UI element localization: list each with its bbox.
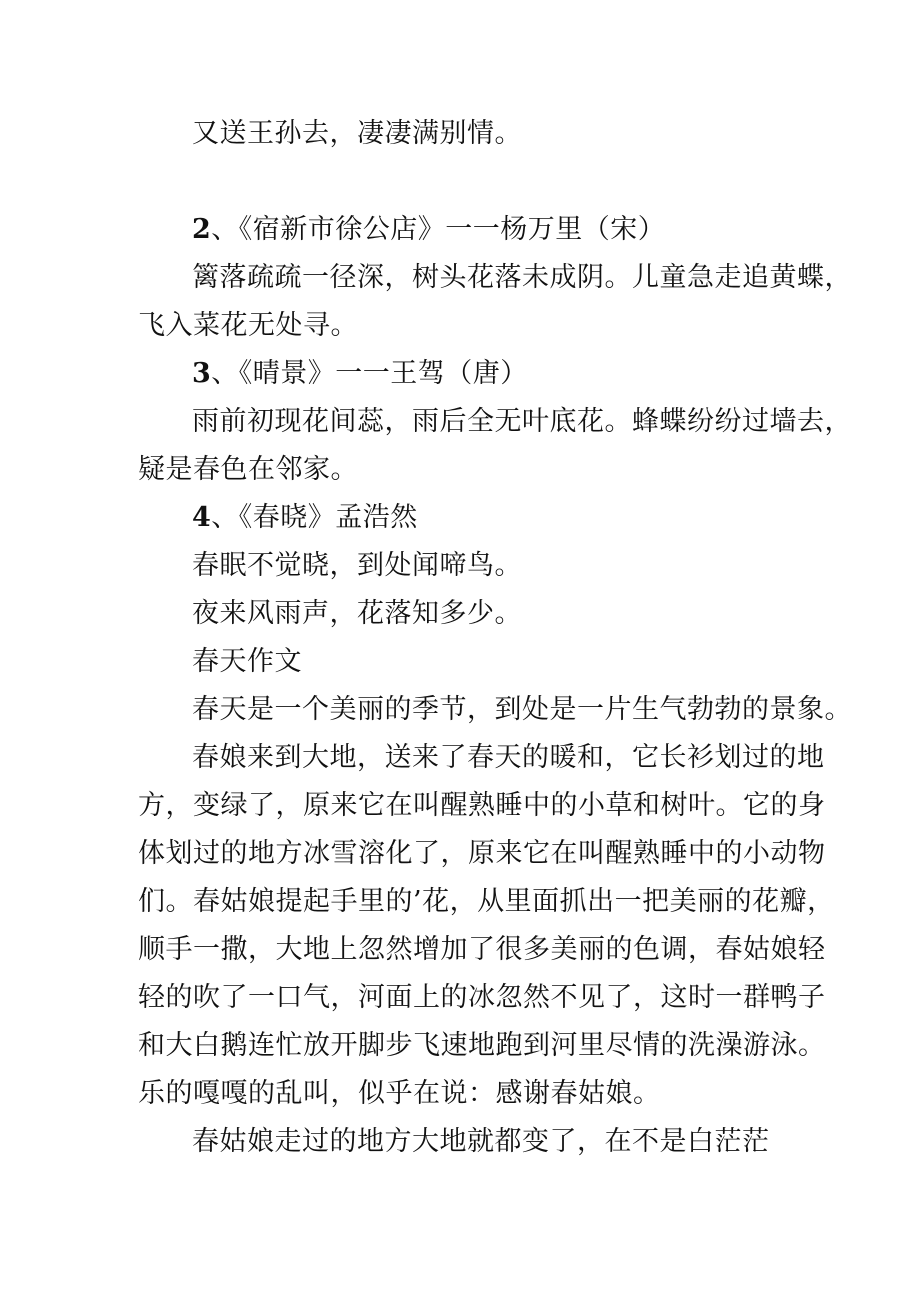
essay-p2-line-3: 体划过的地方冰雪溶化了，原来它在叫醒熟睡中的小动物	[138, 838, 826, 869]
poem2-line-1: 篱落疏疏一径深，树头花落未成阴。儿童急走追黄蝶，	[192, 262, 852, 293]
poem4-line-1: 春眠不觉晓，到处闻啼鸟。	[192, 550, 522, 581]
poem2-number: 2	[192, 214, 212, 245]
poem2-line-2: 飞入菜花无处寻。	[138, 310, 358, 341]
poem3-line-2: 疑是春色在邻家。	[138, 454, 358, 485]
poem2-title: 、《宿新市徐公店》一一杨万里（宋）	[211, 214, 666, 245]
poem1-closing-line: 又送王孙去，凄凄满别情。	[192, 118, 522, 149]
essay-p2-line-8: 乐的嘎嘎的乱叫，似乎在说：感谢春姑娘。	[138, 1078, 661, 1109]
essay-p2-line-7: 和大白鹅连忙放开脚步飞速地跑到河里尽情的洗澡游泳。	[138, 1030, 826, 1061]
essay-p2-line-6: 轻的吹了一口气，河面上的冰忽然不见了，这时一群鸭子	[138, 982, 826, 1013]
essay-paragraph-1: 春天是一个美丽的季节，到处是一片生气勃勃的景象。	[192, 694, 852, 725]
poem3-title: 、《晴景》一一王驾（唐）	[211, 358, 528, 389]
essay-heading: 春天作文	[192, 646, 302, 677]
essay-p2-line-5: 顺手一撒，大地上忽然增加了很多美丽的色调，春姑娘轻	[138, 934, 826, 965]
poem4-line-2: 夜来风雨声，花落知多少。	[192, 598, 522, 629]
poem4-heading	[138, 494, 798, 542]
poem3-heading	[138, 350, 798, 398]
blank-line	[138, 158, 798, 206]
essay-p3-line-1: 春姑娘走过的地方大地就都变了，在不是白茫茫	[192, 1126, 770, 1157]
poem2-heading	[138, 206, 798, 254]
document-body	[138, 110, 852, 1166]
essay-p2-line-4: 们。春姑娘提起手里的’花，从里面抓出一把美丽的花瓣，	[138, 886, 835, 917]
poem4-number: 4	[192, 502, 212, 533]
poem4-title: 、《春晓》孟浩然	[211, 502, 418, 533]
poem3-line-1: 雨前初现花间蕊，雨后全无叶底花。蜂蝶纷纷过墙去，	[192, 406, 852, 437]
essay-p2-line-2: 方，变绿了，原来它在叫醒熟睡中的小草和树叶。它的身	[138, 790, 826, 821]
essay-p2-line-1: 春娘来到大地，送来了春天的暖和，它长衫划过的地	[192, 742, 825, 773]
poem3-number: 3	[192, 358, 212, 389]
